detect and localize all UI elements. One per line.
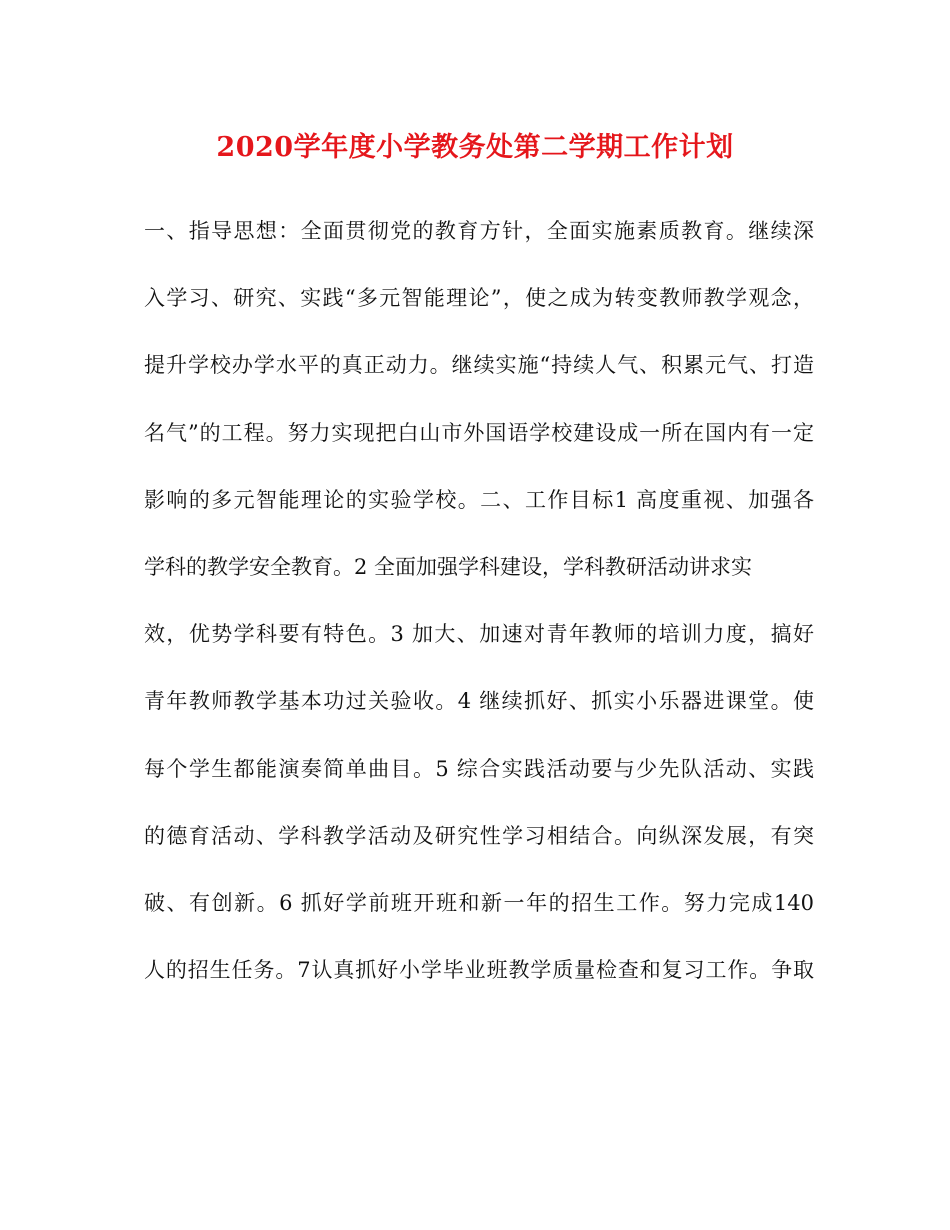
body-line: 每个学生都能演奏简单曲目。5 综合实践活动要与少先队活动、实践 xyxy=(144,756,814,781)
body-line: 一、指导思想：全面贯彻党的教育方针，全面实施素质教育。继续深 xyxy=(144,219,814,243)
body-line: 入学习、研究、实践“多元智能理论”，使之成为转变教师教学观念， xyxy=(144,286,814,311)
body-line: 学科的教学安全教育。2 全面加强学科建设，学科教研活动讲求实 xyxy=(144,554,753,579)
body-line: 效，优势学科要有特色。3 加大、加速对青年教师的培训力度，搞好 xyxy=(144,622,814,647)
document-body xyxy=(144,211,814,1017)
body-line: 名气”的工程。努力实现把白山市外国语学校建设成一所在国内有一定 xyxy=(144,420,814,445)
body-line: 青年教师教学基本功过关验收。4 继续抓好、抓实小乐器进课堂。使 xyxy=(144,689,814,714)
document-title: 2020学年度小学教务处第二学期工作计划 xyxy=(216,132,734,163)
body-line: 破、有创新。6 抓好学前班开班和新一年的招生工作。努力完成140 xyxy=(144,890,814,915)
body-line: 人的招生任务。7认真抓好小学毕业班教学质量检查和复习工作。争取 xyxy=(144,958,814,983)
body-line: 提升学校办学水平的真正动力。继续实施“持续人气、积累元气、打造 xyxy=(144,353,814,378)
body-line: 的德育活动、学科教学活动及研究性学习相结合。向纵深发展，有突 xyxy=(144,823,814,848)
body-line: 影响的多元智能理论的实验学校。二、工作目标1 高度重视、加强各 xyxy=(144,487,814,512)
